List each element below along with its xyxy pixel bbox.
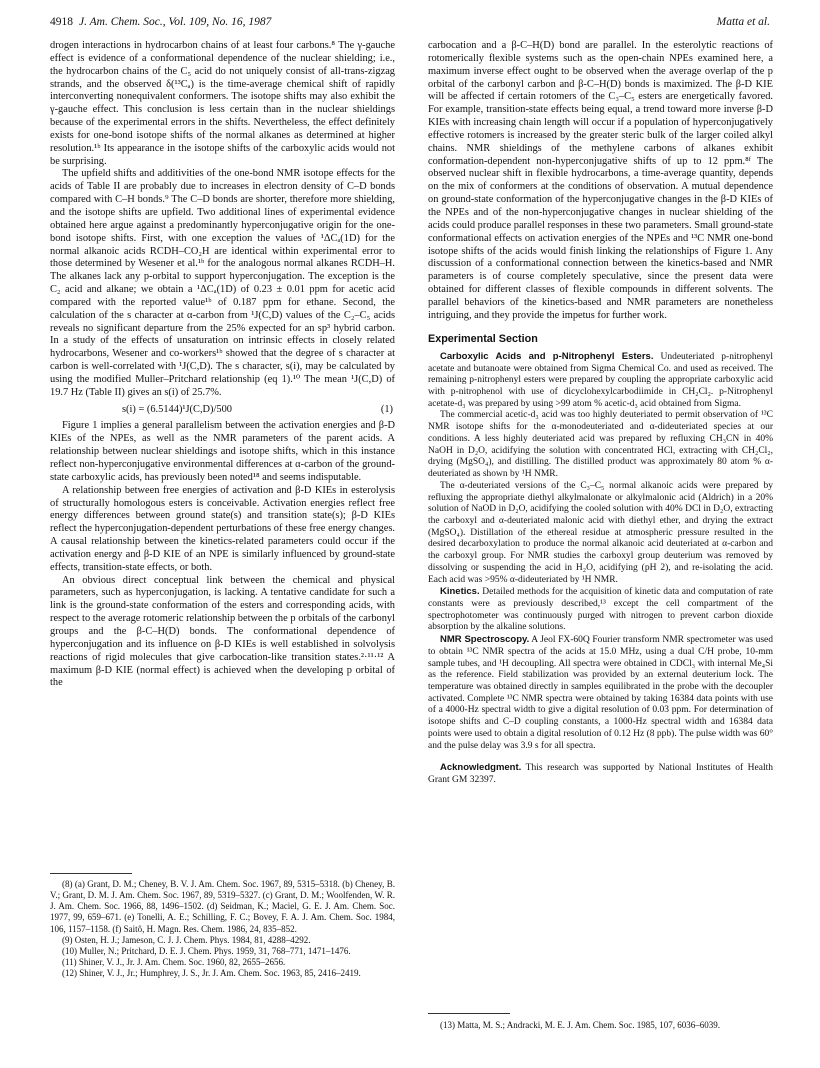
page-number: 4918 — [50, 16, 73, 28]
footnote: (10) Muller, N.; Pritchard, D. E. J. Chem. Phys. 1959, 31, 768–771, 1471–1476. — [62, 945, 351, 956]
equation-number: (1) — [380, 403, 393, 415]
subsection-heading: NMR Spectroscopy. — [440, 634, 530, 646]
journal-citation: J. Am. Chem. Soc., Vol. 109, No. 16, 1987 — [79, 16, 272, 28]
footnote: (8) (a) Grant, D. M.; Cheney, B. V. J. Am. Chem. Soc. 1967, 89, 5315–5318. (b) Cheney, B. V.; Grant, D. M. J. Am. Chem. Soc. 1967, 89, 5319–5327. (c) Grant, D. M.; Woolfenden, W. R. J. Am. Chem. Soc. 1966, 88, 1496–1502. (d) Seidman, K.; Maciel, G. E. J. Am. Chem. Soc. 1977, 99, 659–671. (e) Tonelli, A. E.; Schilling, F. C.; Bovey, F. A. J. Am. Chem. Soc. 1984, 106, 1157–1158. (f) Saitô, H. Magn. Res. Chem. 1986, 24, 835–852. — [50, 879, 395, 934]
equation-1 — [50, 400, 395, 421]
footnotes-left — [50, 879, 395, 979]
paragraph-text: Undeuteriated p-nitrophenyl acetate and butanoate were obtained from Sigma Chemical Co. and used as received. The remaining p-nitrophenyl esters were prepared by coupling the appropriate carboxylic acid with p-nitrophenol with use of dicyclohexylcarbodiimide in CH₂Cl₂. p-Nitrophenyl acetate-d₃ was prepared by using >99 atom % acetic-d₃ acid obtained from Sigma. — [428, 351, 773, 409]
header-authors: Matta et al. — [716, 16, 770, 28]
paragraph: An obvious direct conceptual link between the chemical and physical parameters, such as hyperconjugation, is lacking. A tentative candidate for such a link is the ground-state conformation of the esters and corresponding acids, with respect to the average rotomeric relationship between the p orbitals of the carbonyl groups and the β-C–H(D) bonds. The conformational dependence of hyperconjugation and its influence on β-D KIEs is well established in solvolysis reactions of rigid molecules that give carbocation-like transition states.²·¹¹·¹² A maximum β-D KIE (normal effect) is achieved when the developing p orbital of the — [50, 574, 395, 689]
paragraph: drogen interactions in hydrocarbon chains of at least four carbons.⁸ The γ-gauche effect is evidence of a conformational dependence of the nuclear shielding; i.e., the hydrocarbon chains of the C₅ acid do not uniquely consist of all-trans-zigzag strands, and the observed δ(¹³Cₐ) is the time-average chemical shift of rapidly interconverting nonequivalent conformers. The isotope shifts may also exhibit the γ-gauche effect. This conclusion is less certain than in the nuclear shieldings because of the experimental errors in the shifts. Nevertheless, the effect definitely exists for one-bond isotope shifts of the normal alkanes as determined at higher resolution.¹ᵇ Its appearance in the isotope shifts of the carboxylic acids would not be surprising. — [50, 40, 395, 167]
footnote: (12) Shiner, V. J., Jr.; Humphrey, J. S., Jr. J. Am. Chem. Soc. 1963, 85, 2416–2419. — [62, 968, 361, 979]
footnote: (13) Matta, M. S.; Andracki, M. E. J. Am. Chem. Soc. 1985, 107, 6036–6039. — [440, 1020, 720, 1030]
paragraph — [428, 586, 773, 634]
left-column — [50, 40, 395, 690]
acknowledgment-heading: Acknowledgment. — [440, 762, 522, 774]
paragraph: A relationship between free energies of activation and β-D KIEs in esterolysis of structurally homologous esters is conceivable. Activation energies reflect free energy differences between ground state(s) and transition state(s); β-D KIEs reflect the hyperconjugation-dependent perturbations of these free energy changes. A causal relationship between the kinetics-related parameters could occur if the activation energy and β-D KIE of an NPE is similarly influenced by ground-state effects, transition-state effects, or both. — [50, 484, 395, 573]
footnote-rule — [428, 1013, 510, 1014]
paragraph: The α-deuteriated versions of the C₃–C₅ normal alkanoic acids were prepared by refluxing the appropriate diethyl alkylmalonate or alkylmalonic acid (Aldrich) in a 20% solution of NaOD in D₂O, acidifying the cooled solution with 40% DCl in D₂O, extracting the carboxyl and α-deuteriated malonic acid with diethyl ether, and drying the extract (MgSO₄). Distillation of the ethereal residue at atmospheric pressure resulted in the desired decarboxylation to produce the normal alkanoic acid deuteriated at α-carbon and the carboxyl group. For NMR studies the carboxyl group deuterium was removed by dissolving or suspending the acid in H₂O, acidifying (pH 2), and re-isolating the acid. Each acid was >95% α-dideuteriated by ¹H NMR. — [428, 480, 773, 585]
paragraph: Figure 1 implies a general parallelism between the activation energies and β-D KIEs of the NPEs, as well as the NMR parameters of the parent acids. A relationship between nuclear shieldings and isotope shifts, which in this instance reflect non-hyperconjugative environmental differences at α-carbon of the ground-state carboxylic acids, has previously been noted¹⁸ and seems indisputable. — [50, 420, 395, 483]
paragraph-text: Detailed methods for the acquisition of kinetic data and computation of rate constants were as previously described,¹³ except the cell compartment of the spectrophotometer was continuously purged with nitrogen to prevent carbon dioxide absorption by the alkaline solutions. — [428, 587, 774, 633]
footnotes-right — [428, 1020, 773, 1031]
experimental-section — [428, 351, 773, 787]
paragraph — [428, 351, 773, 411]
paragraph: The commercial acetic-d₃ acid was too highly deuteriated to permit observation of ¹³C NMR isotope shifts for the α-monodeuteriated and α-dideuteriated species at our conditions. A less highly deuteriated acid was prepared by refluxing CH₃CN in 40% NaOH in D₂O, acidifying the solution with concentrated HCl, extracting with CH₂Cl₂, drying (MgSO₄), and distilling. The distilled product was approximately 80 atom % α-deuteriated as shown by ¹H NMR. — [428, 410, 773, 480]
paragraph: The upfield shifts and additivities of the one-bond NMR isotope effects for the acids of Table II are probably due to increases in electron density of C–D bonds compared with C–H bonds.⁹ The C–D bonds are shorter, therefore more shielding, and the isotope shifts are upfield. Two additional lines of experimental evidence obtained here argue against a predominantly hyperconjugative origin for the one-bond isotope shifts. First, with one exception the values of ¹ΔCₐ(1D) for the normal alkanoic acids RCDH–CO₂H are identical within experimental error to those determined by Wesener et al.¹ᵇ for the analogous normal alkanes RCDH–H. The alkanes lack any p-orbital to support hyperconjugation. The exception is the C₂ acid and alkane; we obtain a ¹ΔCₐ(1D) of 0.23 ± 0.01 ppm for acetic acid compared with the reported value¹ᵇ of 0.187 ppm for ethane. Second, the calculation of the s character at α-carbon from ¹J(C,D) values of the C₂–C₅ acids reveals no significant departure from the 25% expected for an sp³ hybrid carbon. In a study of the effects of unsaturation on intrinsic effects in closely related hydrocarbons, Wesener and co-workers¹ᵇ showed that the degree of s character at carbon is well-correlated with ¹J(C,D). The s character, s(i), may be calculated by using the modified Muller–Pritchard relationship (eq 1).¹⁰ The mean ¹J(C,D) of 19.7 Hz (Table II) gives an s(i) of 25.7%. — [50, 168, 395, 398]
right-column — [428, 40, 773, 787]
footnote-rule — [50, 873, 132, 874]
paragraph: carbocation and a β-C–H(D) bond are parallel. In the esterolytic reactions of rotomerically flexible systems such as the open-chain NPEs examined here, a maximum inverse effect ought to be observed when the average overlap of the p orbital of the carbonyl carbon and β-C–H(D) bonds is maximized. The β-D KIE will be affected if certain rotomers of the C₃–C₅ esters are energetically favored. For example, transition-state effects being equal, a trend toward more inverse β-D KIEs with increasing chain length will occur if a population of hyperconjugatively effective rotomers is increased by the greater steric bulk of the larger coiled alkyl chains. NMR shieldings of the methylene carbons of alkanes exhibit conformation-dependent non-hyperconjugative shifts of up to 12 ppm.⁸ᶠ The observed nuclear shift in flexible hydrocarbons, a time-average quantity, depends on the mix of conformers at the conditions of observation. A mutual dependence on ground-state conformation of the hyperconjugative changes in the β-D KIEs of the NPEs and of the non-hyperconjugative changes in nuclear shielding of the acids could produce parallel responses in these two parameters. Small ground-state conformational effects on activation energies of the NPEs and ¹³C NMR one-bond isotope shifts of the acids would finish linking the relationships of Figure 1. Any discussion of a conformational connection between the kinetics-based and NMR parameters is of course completely speculative, since the present data were obtained for different classes of flexible compounds in different solvents. The parallel behaviors of the kinetics-based and NMR parameters are nonetheless intriguing, and they provide the impetus for further work. — [428, 40, 773, 321]
section-title: Experimental Section — [428, 332, 538, 345]
header-left — [50, 16, 271, 28]
acknowledgment — [428, 762, 773, 786]
subsection-heading: Kinetics. — [440, 586, 480, 598]
paragraph-text: A Jeol FX-60Q Fourier transform NMR spectrometer was used to obtain ¹³C NMR spectra of the acids at 15.0 MHz, using a dual C/H probe, 10-mm sample tubes, and ¹H decoupling. All spectra were obtained in CDCl₃ with internal Me₄Si as the reference. Field stabilization was provided by an external deuterium lock. The temperature was obtained directly in samples equilibrated in the probe with the decoupler activated. Complete ¹³C NMR spectra were obtained by taking 16384 data points with use of a 4000-Hz spectral width to give a digital resolution of 0.03 ppm. For determination of isotope shifts and C–D coupling constants, a 1000-Hz spectral width and 16384 data points were used to obtain a digital resolution of 0.12 Hz (8 ppb). The pulse width was 60° and the pulse delay was 3.9 s for all spectra. — [428, 635, 773, 751]
equation-text: s(i) = (6.5144)¹J(C,D)/500 — [122, 403, 232, 415]
running-header — [50, 16, 770, 32]
subsection-heading: Carboxylic Acids and p-Nitrophenyl Esters. — [440, 350, 654, 362]
footnote: (9) Osten, H. J.; Jameson, C. J. J. Chem. Phys. 1984, 81, 4288–4292. — [62, 934, 311, 945]
paragraph — [428, 634, 773, 752]
footnote: (11) Shiner, V. J., Jr. J. Am. Chem. Soc. 1960, 82, 2655–2656. — [62, 957, 286, 968]
acknowledgment-text: This research was supported by National Institutes of Health Grant GM 32397. — [428, 763, 773, 786]
